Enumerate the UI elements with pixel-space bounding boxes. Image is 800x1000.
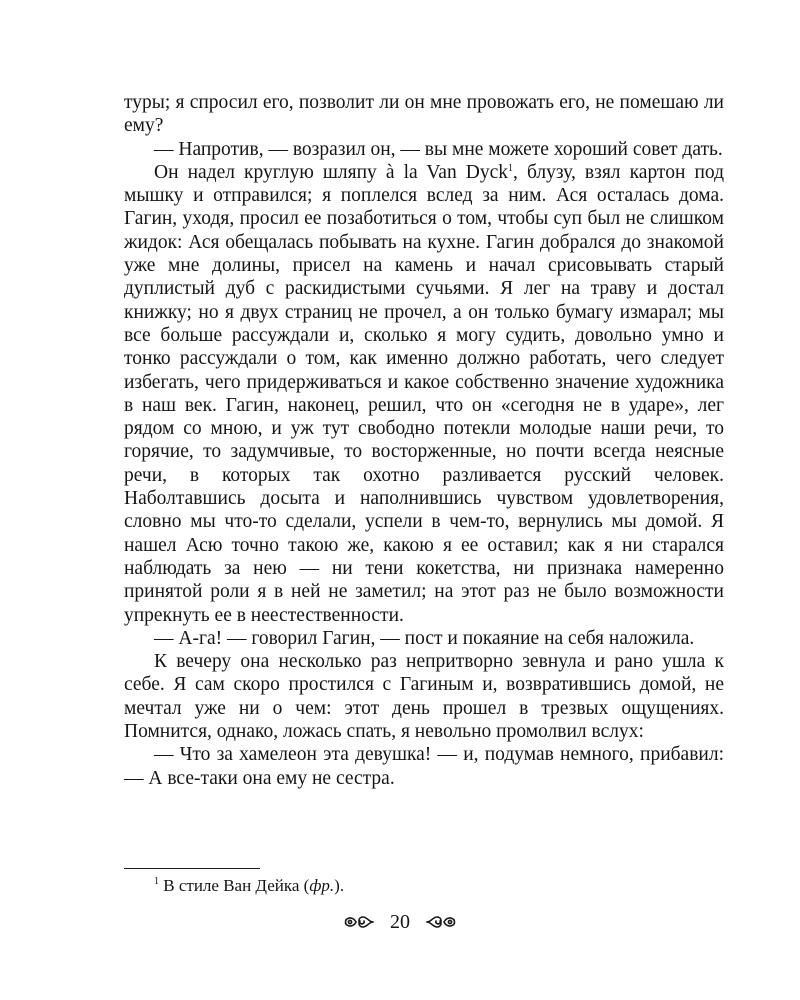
footnote-mark: 1: [154, 876, 159, 887]
paragraph-5: К вечеру она несколько раз непритворно зевнула и рано ушла к себе. Я сам скоро простился с Гагиным и, возвратившись домой, не мечтал уже ни о чем: этот день прошел в трезвых ощущениях. Помнится, однако, ложась спать, я невольно промолвил вслух:: [124, 651, 724, 743]
page-number: 20: [390, 910, 410, 933]
paragraph-2: — Напротив, — возразил он, — вы мне можете хороший совет дать.: [154, 138, 723, 160]
paragraph-1: туры; я спросил его, позволит ли он мне провожать его, не помешаю ли ему?: [124, 92, 724, 137]
paragraph-4: — А-га! — говорил Гагин, — пост и покаяние на себя наложила.: [154, 627, 695, 649]
page-footer: [0, 910, 800, 934]
footnote-text-start: В стиле Ван Дейка (: [159, 876, 310, 895]
footnote-divider: [124, 868, 260, 869]
ornament-left-icon: [343, 913, 375, 931]
paragraph-3: [124, 161, 724, 627]
page-body: [124, 91, 724, 790]
footnote-reference: 1: [508, 162, 514, 174]
paragraph-6: — Что за хамелеон эта девушка! — и, подумав немного, прибавил: — А все-таки она ему не сестра.: [124, 744, 724, 789]
footnote: [154, 876, 344, 896]
footnote-text-italic: фр.: [309, 876, 335, 895]
ornament-right-icon: [425, 913, 457, 931]
footnote-text-end: ).: [334, 876, 345, 895]
paragraph-3-start: Он надел круглую шляпу à la Van Dyck: [154, 161, 509, 183]
paragraph-3-rest: , блузу, взял картон под мышку и отправился; я поплелся вслед за ним. Ася осталась дома. Гагин, уходя, просил ее позаботиться о том, чтобы суп был не слишком жидок: Ася обещалась побывать на кухне. Гагин добрался до знакомой уже мне долины, присел на камень и начал срисовывать старый дуплистый дуб с раскидистыми сучьями. Я лег на траву и достал книжку; но я двух страниц не прочел, а он только бумагу измарал; мы все больше рассуждали и, сколько я могу судить, довольно умно и тонко рассуждали о том, как именно должно работать, чего следует избегать, чего придерживаться и какое собственно значение художника в наш век. Гагин, наконец, решил, что он «сегодня не в ударе», лег рядом со мною, и уж тут свободно потекли молодые наши речи, то горячие, то задумчивые, то восторженные, но почти всегда неясные речи, в которых так охотно разливается русский человек. Наболтавшись досыта и наполнившись чувством удовлетворения, словно мы что-то сделали, успели в чем-то, вернулись мы домой. Я нашел Асю точно такою же, какою я ее оставил; как я ни старался наблюдать за нею — ни тени кокетства, ни признака намеренно принятой роли я в ней не заметил; на этот раз не было возможности упрекнуть ее в неестественности.: [124, 161, 725, 626]
